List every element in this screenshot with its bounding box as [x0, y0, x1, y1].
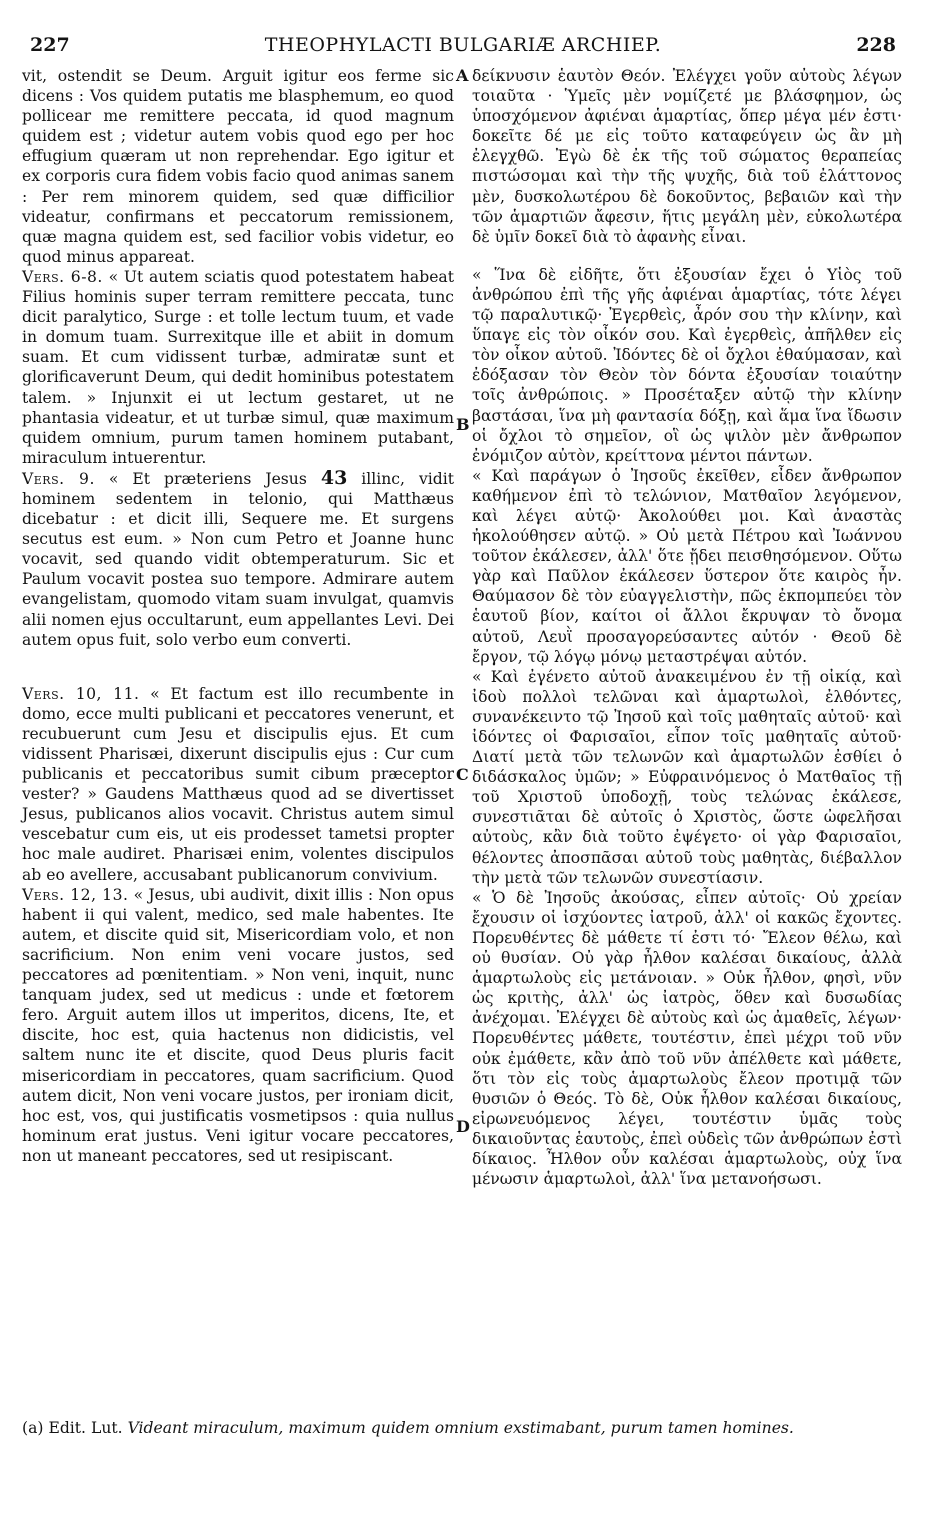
margin-letter-d: D — [456, 1117, 470, 1136]
verse-label: Vers. 9. — [22, 469, 95, 488]
latin-column — [22, 66, 454, 1166]
greek-column — [472, 66, 902, 1189]
latin-paragraph: vit, ostendit se Deum. Arguit igitur eos ferme sic dicens : Vos quidem putatis me blasphemum, eo quod pollicear me remittere peccata, id quod magnum quidem est ; videtur autem vobis quod ego per hoc effugium quæram ut non reprehendar. Ego igitur et ex corporis cura fidem vobis facio quod animas sanem : Per rem minorem quidem, sed quæ difficilior videatur, confirmans et peccatorum remissionem, quæ magna quidem est, sed facilior vobis videtur, eo quod minus appareat. — [22, 67, 454, 266]
greek-paragraph: « Καὶ παράγων ὁ Ἰησοῦς ἐκεῖθεν, εἶδεν ἄνθρωπον καθήμενον ἐπὶ τὸ τελώνιον, Ματθαῖον λεγόμενον, καὶ λέγει αὐτῷ· Ἀκολούθει μοι. Καὶ ἀναστὰς ἠκολούθησεν αὐτῷ. » Οὐ μετὰ Πέτρου καὶ Ἰωάννου τοῦτον ἐκάλεσεν, ἀλλ' ὅτε ᾔδει πεισθησόμενον. Οὕτω γὰρ καὶ Παῦλον ἐκάλεσεν ὕστερον ὅτε καιρὸς ἦν. Θαύμασον δὲ τὸν εὐαγγελιστὴν, πῶς ἐκπομπεύει τὸν ἑαυτοῦ βίον, καίτοι οἱ ἄλλοι ἔκρυψαν τὸ ὄνομα αὐτοῦ, Λευῒ προσαγορεύσαντες αὐτόν · Θεοῦ δὲ ἔργον, τῷ λόγῳ μόνῳ μεταστρέψαι αὐτόν. — [472, 466, 902, 666]
running-header — [30, 34, 896, 64]
footnote-text: Videant miraculum, maximum quidem omnium exstimabant, purum tamen homines. — [127, 1419, 794, 1437]
latin-paragraph: Vers. 12, 13. « Jesus, ubi audivit, dixit illis : Non opus habent ii qui valent, medico, sed male habentes. Ite autem, et discite quid sit, Misericordiam volo, et non sacrificium. Non enim veni vocare justos, sed peccatores ad pœnitentiam. » Non veni, inquit, nunc tanquam judex, sed ut medicus : unde et fœtorem fero. Arguit autem illos ut imperitos, dicens, Ite, et discite, hoc est, quia hactenus non didicistis, vel saltem nunc ite et discite, quod Deus pluris facit misericordiam in peccatores, quam sacrificium. Quod autem dicit, Non veni vocare justos, per ironiam dicit, hoc est, vos, qui justificatis vosmetipsos : quia nullus hominum erat justus. Veni igitur vocare peccatores, non ut maneant peccatores, sed ut resipiscant. — [22, 885, 454, 1165]
margin-letter-c: C — [456, 765, 469, 784]
verse-label: Vers. 12, 13. — [22, 885, 129, 904]
page-number-right: 228 — [856, 34, 896, 56]
page-number-left: 227 — [30, 34, 70, 56]
latin-paragraph: Vers. 9. « Et præteriens Jesus 43 illinc, vidit hominem sedentem in telonio, qui Matthæus dicebatur : et dicit illi, Sequere me. Et surgens secutus est eum. » Non cum Petro et Joanne hunc vocavit, sed quando vidit obtemperaturum. Sic et Paulum vocavit postea suo tempore. Admirare autem evangelistam, quomodo vitam suam invulgat, quamvis alii nomen ejus occultarunt, eum appellantes Levi. Dei autem opus fuit, solo verbo eum converti. — [22, 466, 454, 649]
greek-paragraph: « Ἵνα δὲ εἰδῆτε, ὅτι ἐξουσίαν ἔχει ὁ Υἱὸς τοῦ ἀνθρώπου ἐπὶ τῆς γῆς ἀφιέναι ἁμαρτίας, τότε λέγει τῷ παραλυτικῷ· Ἐγερθεὶς, ἆρόν σου τὴν κλίνην, καὶ ὕπαγε εἰς τὸν οἶκόν σου. Καὶ ἐγερθεὶς, ἀπῆλθεν εἰς τὸν οἶκον αὐτοῦ. Ἰδόντες δὲ οἱ ὄχλοι ἐθαύμασαν, καὶ ἐδόξασαν τὸν Θεὸν τὸν δόντα ἐξουσίαν τοιαύτην τοῖς ἀνθρώποις. » Προσέταξεν αὐτῷ τὴν κλίνην βαστάσαι, ἵνα μὴ φαντασία δόξῃ, καὶ ἅμα ἵνα ἴδωσιν οἱ ὄχλοι τὸ σημεῖον, οἳ ὡς ψιλὸν μὲν ἄνθρωπον ἐνόμιζον αὐτὸν, κρείττονα μέντοι πάντων. — [472, 265, 902, 465]
greek-paragraph: « Ὁ δὲ Ἰησοῦς ἀκούσας, εἶπεν αὐτοῖς· Οὐ χρείαν ἔχουσιν οἱ ἰσχύοντες ἰατροῦ, ἀλλ' οἱ κακῶς ἔχοντες. Πορευθέντες δὲ μάθετε τί ἐστι τό· Ἔλεον θέλω, καὶ οὐ θυσίαν. Οὐ γὰρ ἦλθον καλέσαι δικαίους, ἀλλὰ ἁμαρτωλοὺς εἰς μετάνοιαν. » Οὐκ ἦλθον, φησὶ, νῦν ὡς κριτὴς, ἀλλ' ὡς ἰατρὸς, ὅθεν καὶ δυσωδίας ἀνέχομαι. Ἐλέγχει δὲ αὐτοὺς καὶ ὡς ἀμαθεῖς, λέγων· Πορευθέντες μάθετε, τουτέστιν, ἐπεὶ μέχρι τοῦ νῦν οὐκ ἐμάθετε, κἂν ἀπὸ τοῦ νῦν ἀπέλθετε καὶ μάθετε, ὅτι τὸν εἰς τοὺς ἁμαρτωλοὺς ἔλεον προτιμᾷ τῶν θυσιῶν ὁ Θεός. Τὸ δὲ, Οὐκ ἦλθον καλέσαι δικαίους, εἰρωνευόμενος λέγει, τουτέστιν ὑμᾶς τοὺς δικαιοῦντας ἑαυτοὺς, ἐπεὶ οὐδεὶς τῶν ἀνθρώπων ἐστὶ δίκαιος. Ἦλθον οὖν καλέσαι ἁμαρτωλοὺς, οὐχ ἵνα μένωσιν ἁμαρτωλοὶ, ἀλλ' ἵνα μετανοήσωσι. — [472, 888, 902, 1189]
margin-letter-a: A — [456, 66, 469, 85]
margin-letter-b: B — [456, 415, 470, 434]
greek-paragraph: « Καὶ ἐγένετο αὐτοῦ ἀνακειμένου ἐν τῇ οἰκίᾳ, καὶ ἰδοὺ πολλοὶ τελῶναι καὶ ἁμαρτωλοὶ, ἐλθόντες, συνανέκειντο τῷ Ἰησοῦ καὶ τοῖς μαθηταῖς αὐτοῦ· καὶ ἰδόντες οἱ Φαρισαῖοι, εἶπον τοῖς μαθηταῖς αὐτοῦ· Διατί μετὰ τῶν τελωνῶν καὶ ἁμαρτωλῶν ἐσθίει ὁ διδάσκαλος ὑμῶν; » Εὐφραινόμενος ὁ Ματθαῖος τῇ τοῦ Χριστοῦ ὑποδοχῇ, τοὺς τελώνας ἐκάλεσε, συνεστιᾶται δὲ αὐτοῖς ὁ Χριστὸς, ὥστε ὠφελῆσαι αὐτοὺς, κἂν διὰ τοῦτο ἐψέγετο· οἱ γὰρ Φαρισαῖοι, θέλοντες ἀποσπᾶσαι αὐτοῦ τοὺς μαθητὰς, διέβαλλον τὴν μετὰ τῶν τελωνῶν συνεστίασιν. — [472, 667, 902, 887]
column-number: 43 — [320, 466, 348, 489]
footnote-source: Edit. Lut. — [48, 1419, 123, 1437]
footnote — [22, 1418, 902, 1438]
latin-paragraph: Vers. 10, 11. « Et factum est illo recumbente in domo, ecce multi publicani et peccatores venerunt, et recubuerunt cum Jesu et discipulis ejus. Et cum vidissent Pharisæi, dixerunt discipulis ejus : Cur cum publicanis et peccatoribus sumit cibum præceptor vester? » Gaudens Matthæus quod ad se divertisset Jesus, publicanos alios vocavit. Christus autem simul vescebatur cum eis, ut eis prodesset tametsi propter hoc male audiret. Pharisæi enim, volentes discipulos ab eo avellere, accusabant publicanorum convivium. — [22, 684, 454, 884]
footnote-mark: (a) — [22, 1419, 44, 1437]
running-title: THEOPHYLACTI BULGARIÆ ARCHIEP. — [264, 34, 662, 56]
verse-label: Vers. 6-8. — [22, 267, 103, 286]
verse-label: Vers. 10, 11. — [22, 684, 140, 703]
latin-paragraph: Vers. 6-8. « Ut autem sciatis quod potestatem habeat Filius hominis super terram remittere peccata, tunc dicit paralytico, Surge : et tolle lectum tuum, et vade in domum tuam. Surrexitque ille et abiit in domum suam. Et cum vidissent turbæ, admiratæ sunt et glorificaverunt Deum, qui dedit hominibus potestatem talem. » Injunxit ei ut lectum gestaret, ut ne phantasia videatur, et ut turbæ simul, quæ maximum quidem omnium, purum tamen hominem putabant, miraculum intuerentur. — [22, 267, 454, 467]
greek-paragraph: δείκνυσιν ἑαυτὸν Θεόν. Ἐλέγχει γοῦν αὐτοὺς λέγων τοιαῦτα · Ὑμεῖς μὲν νομίζετέ με βλάσφημον, ὡς ὑποσχόμενον ἀφιέναι ἁμαρτίας, ὅπερ μέγα μέν ἐστι· δοκεῖτε δέ με εἰς τοῦτο καταφεύγειν ὡς ἂν μὴ ἐλεγχθῶ. Ἐγὼ δὲ ἐκ τῆς τοῦ σώματος θεραπείας πιστώσομαι καὶ τὴν τῆς ψυχῆς, διὰ τοῦ ἐλάττονος μὲν, δυσκολωτέρου δὲ δοκοῦντος, βεβαιῶν καὶ τὴν τῶν ἁμαρτιῶν ἄφεσιν, ἥτις μεγάλη μὲν, εὐκολωτέρα δὲ ὑμῖν δοκεῖ διὰ τὸ ἀφανὴς εἶναι. — [472, 67, 902, 246]
